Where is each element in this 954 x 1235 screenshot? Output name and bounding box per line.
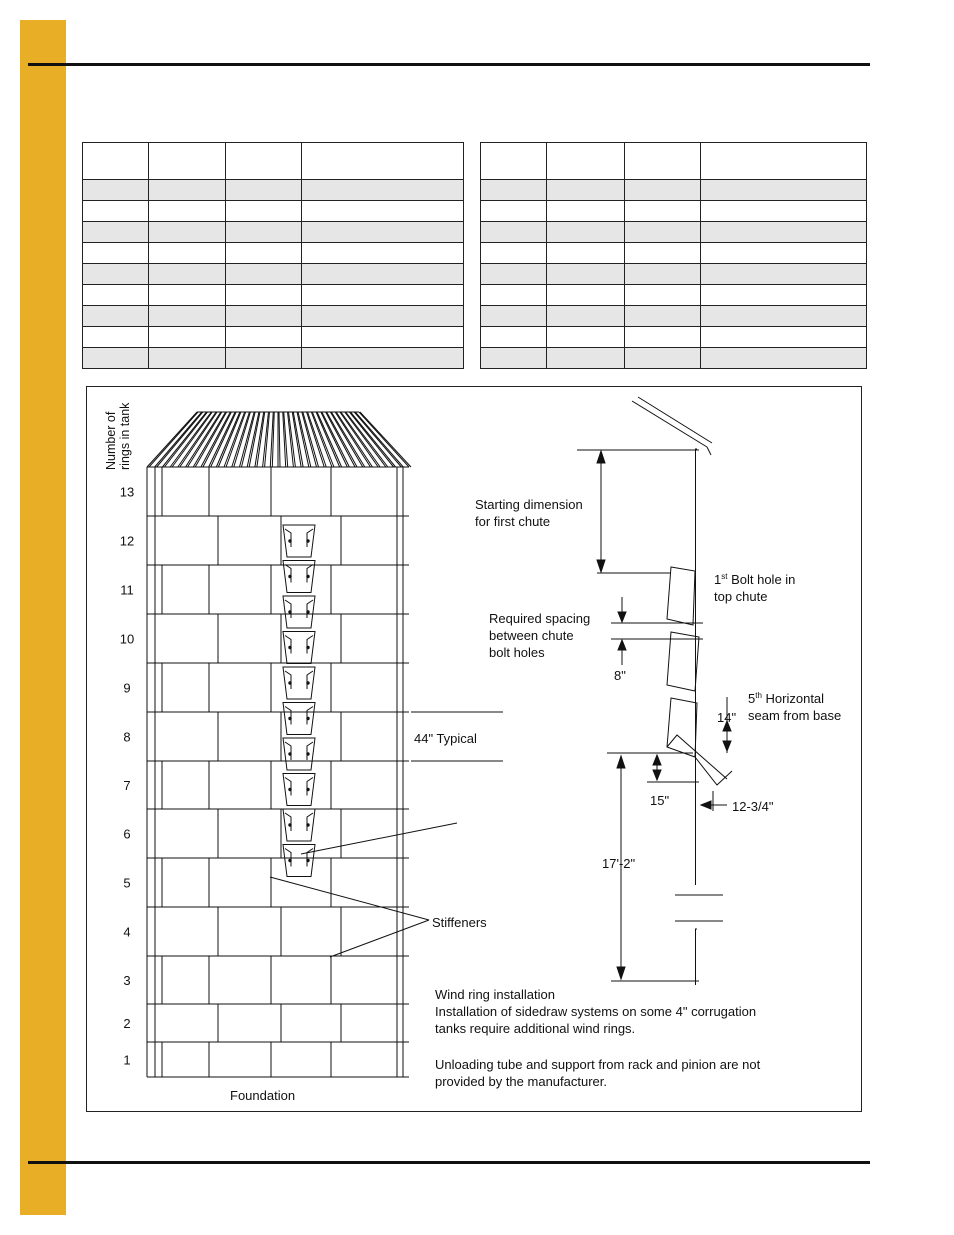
table-row (481, 285, 867, 306)
roof-profile-line (638, 397, 712, 443)
arrowhead (723, 741, 731, 751)
table-cell (149, 243, 226, 264)
table-cell (481, 306, 547, 327)
arrowhead (653, 755, 661, 765)
table-row (83, 306, 464, 327)
table-cell (302, 243, 464, 264)
profile-spout (667, 735, 727, 779)
arrowhead (618, 612, 626, 622)
chute-bolt (307, 682, 309, 684)
chute-bolt (307, 575, 309, 577)
table-row (481, 264, 867, 285)
roof-corrugation (211, 412, 236, 467)
ring-number: 1 (123, 1052, 131, 1068)
roof-corrugation (157, 412, 203, 467)
arrowhead (653, 770, 661, 780)
table-cell (701, 348, 867, 369)
table-cell (547, 201, 625, 222)
table-cell (701, 306, 867, 327)
chute-bolt (307, 859, 309, 861)
arrowhead (617, 756, 625, 768)
table-cell (302, 327, 464, 348)
table-cell (625, 285, 701, 306)
roof-corrugation (288, 412, 294, 467)
chute-bolt (289, 646, 291, 648)
table-cell (149, 201, 226, 222)
table-cell (149, 264, 226, 285)
table-cell (481, 180, 547, 201)
chute-bolt (289, 717, 291, 719)
profile-spout (695, 757, 732, 785)
tank-chute (283, 596, 315, 628)
table-cell (149, 306, 226, 327)
table-cell (302, 201, 464, 222)
table-row (481, 327, 867, 348)
table-cell (226, 327, 302, 348)
table-cell (83, 243, 149, 264)
table-row (481, 243, 867, 264)
table-cell (226, 264, 302, 285)
arrowhead (597, 560, 605, 572)
arrowhead (617, 967, 625, 979)
ring-number: 9 (123, 680, 131, 696)
table-cell (547, 285, 625, 306)
ring-number: 12 (119, 533, 135, 549)
dim-12-75-label: 12-3/4" (732, 799, 774, 814)
table-cell (481, 348, 547, 369)
table-cell (83, 222, 149, 243)
annotations (104, 402, 841, 1103)
table-cell (302, 264, 464, 285)
roof-corrugation (349, 412, 393, 467)
table-cell (226, 243, 302, 264)
table-cell (83, 348, 149, 369)
typical-dimension-label: 44" Typical (414, 731, 477, 746)
table-cell (625, 327, 701, 348)
chute-leader (301, 823, 457, 854)
table-cell (625, 306, 701, 327)
seam-label: 5th Horizontal (748, 691, 825, 706)
table-cell (547, 243, 625, 264)
roof-corrugation (321, 412, 347, 467)
table-cell (83, 264, 149, 285)
chute-bolt (307, 717, 309, 719)
table-cell (149, 285, 226, 306)
ring-number: 5 (123, 875, 131, 891)
table-cell (226, 306, 302, 327)
seam-label: seam from base (748, 708, 842, 723)
spacing-label: between chute (489, 628, 574, 643)
bolt-hole-label: top chute (714, 589, 768, 604)
table-cell (481, 243, 547, 264)
roof-profile-line (632, 401, 707, 447)
stiffeners-label: Stiffeners (432, 915, 487, 930)
table-row (83, 201, 464, 222)
table-cell (701, 201, 867, 222)
table-cell (226, 348, 302, 369)
table-cell (481, 285, 547, 306)
table-cell (701, 222, 867, 243)
table-header-cell (481, 143, 547, 180)
ring-number: 7 (123, 778, 131, 793)
arrowhead (597, 451, 605, 463)
chute-bolt (289, 859, 291, 861)
table-cell (83, 327, 149, 348)
sidedraw-installation-figure (86, 386, 862, 1112)
stiffener-leader (270, 877, 429, 920)
table-row (481, 348, 867, 369)
roof-corrugation (279, 412, 280, 467)
tank-chute (283, 738, 315, 770)
table-row (83, 264, 464, 285)
table-header-cell (701, 143, 867, 180)
table-cell (701, 327, 867, 348)
tank-chute (283, 845, 315, 877)
table-cell (625, 201, 701, 222)
chute-bolt (307, 788, 309, 790)
wind-ring-text: tanks require additional wind rings. (435, 1021, 636, 1036)
table-cell (302, 222, 464, 243)
chute-bolt (307, 646, 309, 648)
table-cell (625, 180, 701, 201)
unloading-note: Unloading tube and support from rack and pinion are not (435, 1057, 761, 1072)
table-cell (701, 243, 867, 264)
table-row (83, 348, 464, 369)
starting-dimension-label: Starting dimension (475, 497, 583, 512)
tank-rings (147, 467, 409, 1077)
table-cell (547, 327, 625, 348)
table-cell (83, 201, 149, 222)
footer-rule (28, 1161, 870, 1164)
ring-number: 4 (123, 924, 131, 940)
wind-ring-title: Wind ring installation (435, 987, 555, 1002)
roof-corrugation (360, 412, 411, 467)
right-data-table (480, 142, 867, 369)
table-cell (701, 264, 867, 285)
dim-8-label: 8" (614, 668, 626, 683)
starting-dimension-label: for first chute (475, 514, 551, 529)
table-cell (149, 180, 226, 201)
tank-roof (147, 412, 411, 467)
ring-number: 3 (123, 973, 131, 988)
table-cell (149, 348, 226, 369)
table-cell (83, 180, 149, 201)
spacing-label: bolt holes (489, 645, 545, 660)
ring-number: 2 (123, 1016, 131, 1031)
table-cell (302, 180, 464, 201)
arrowhead (701, 801, 711, 809)
table-cell (701, 180, 867, 201)
table-cell (226, 285, 302, 306)
dim-14-label: 14" (717, 710, 737, 725)
table-cell (149, 327, 226, 348)
table-cell (547, 348, 625, 369)
chute-bolt (289, 788, 291, 790)
roof-corrugation (354, 412, 401, 467)
chute-stack (283, 525, 315, 877)
chute-bolt (289, 824, 291, 826)
table-cell (547, 264, 625, 285)
table-cell (625, 222, 701, 243)
ring-number: 6 (123, 826, 131, 842)
table-cell (547, 180, 625, 201)
table-cell (302, 285, 464, 306)
tank-chute (283, 632, 315, 664)
chute-bolt (307, 753, 309, 755)
table-row (83, 285, 464, 306)
table-cell (701, 285, 867, 306)
chute-bolt (307, 611, 309, 613)
table-header-cell (625, 143, 701, 180)
profile-chute-2 (667, 632, 699, 691)
table-header-cell (302, 143, 464, 180)
tank-chute (283, 525, 315, 557)
chute-bolt (289, 753, 291, 755)
ring-number: 11 (120, 582, 134, 598)
table-cell (226, 201, 302, 222)
roof-corrugation (255, 412, 264, 467)
table-cell (226, 222, 302, 243)
chute-bolt (289, 611, 291, 613)
table-cell (481, 222, 547, 243)
table-header-cell (226, 143, 302, 180)
table-cell (481, 201, 547, 222)
y-axis-label: Number of (104, 411, 118, 470)
table-cell (302, 348, 464, 369)
table-cell (149, 222, 226, 243)
table-row (481, 222, 867, 243)
accent-side-bar (20, 20, 66, 1215)
header-rule (28, 63, 870, 66)
table-cell (547, 222, 625, 243)
roof-profile-line (707, 447, 711, 455)
wind-ring-text: Installation of sidedraw systems on some 4" corrugation (435, 1004, 757, 1019)
tank-elevation-diagram (87, 387, 863, 1113)
spacing-label: Required spacing (489, 611, 591, 626)
table-row (83, 327, 464, 348)
roof-corrugation (147, 412, 197, 467)
table-cell (226, 180, 302, 201)
ring-number: 13 (119, 484, 135, 500)
y-axis-label: rings in tank (118, 402, 132, 470)
ring-number: 10 (119, 631, 135, 647)
foundation-label: Foundation (230, 1088, 296, 1103)
chute-bolt (307, 540, 309, 542)
profile-chute-1 (667, 567, 695, 625)
table-cell (625, 264, 701, 285)
table-row (83, 180, 464, 201)
bolt-hole-label: 1st Bolt hole in (714, 572, 796, 587)
table-cell (481, 264, 547, 285)
table-row (481, 306, 867, 327)
tank-chute (283, 774, 315, 806)
unloading-note: provided by the manufacturer. (435, 1074, 607, 1089)
dim-17-2-label: 17'-2" (602, 856, 636, 871)
table-header-cell (149, 143, 226, 180)
chute-bolt (289, 540, 291, 542)
tank-chute (283, 809, 315, 841)
table-header-cell (547, 143, 625, 180)
tank-chute (283, 667, 315, 699)
dim-15-label: 15" (650, 793, 670, 808)
table-cell (547, 306, 625, 327)
left-data-table (82, 142, 464, 369)
stiffener-leader (330, 920, 429, 957)
table-cell (83, 285, 149, 306)
chute-bolt (307, 824, 309, 826)
table-cell (302, 306, 464, 327)
tank-chute (283, 703, 315, 735)
roof-corrugation (297, 412, 309, 467)
table-cell (83, 306, 149, 327)
table-row (481, 180, 867, 201)
table-row (83, 222, 464, 243)
table-row (83, 243, 464, 264)
chute-bolt (289, 575, 291, 577)
table-cell (625, 348, 701, 369)
chute-bolt (289, 682, 291, 684)
table-header-cell (83, 143, 149, 180)
roof-corrugation (178, 412, 216, 467)
ring-number: 8 (123, 729, 131, 745)
arrowhead (618, 640, 626, 650)
table-cell (481, 327, 547, 348)
table-cell (625, 243, 701, 264)
table-row (481, 201, 867, 222)
